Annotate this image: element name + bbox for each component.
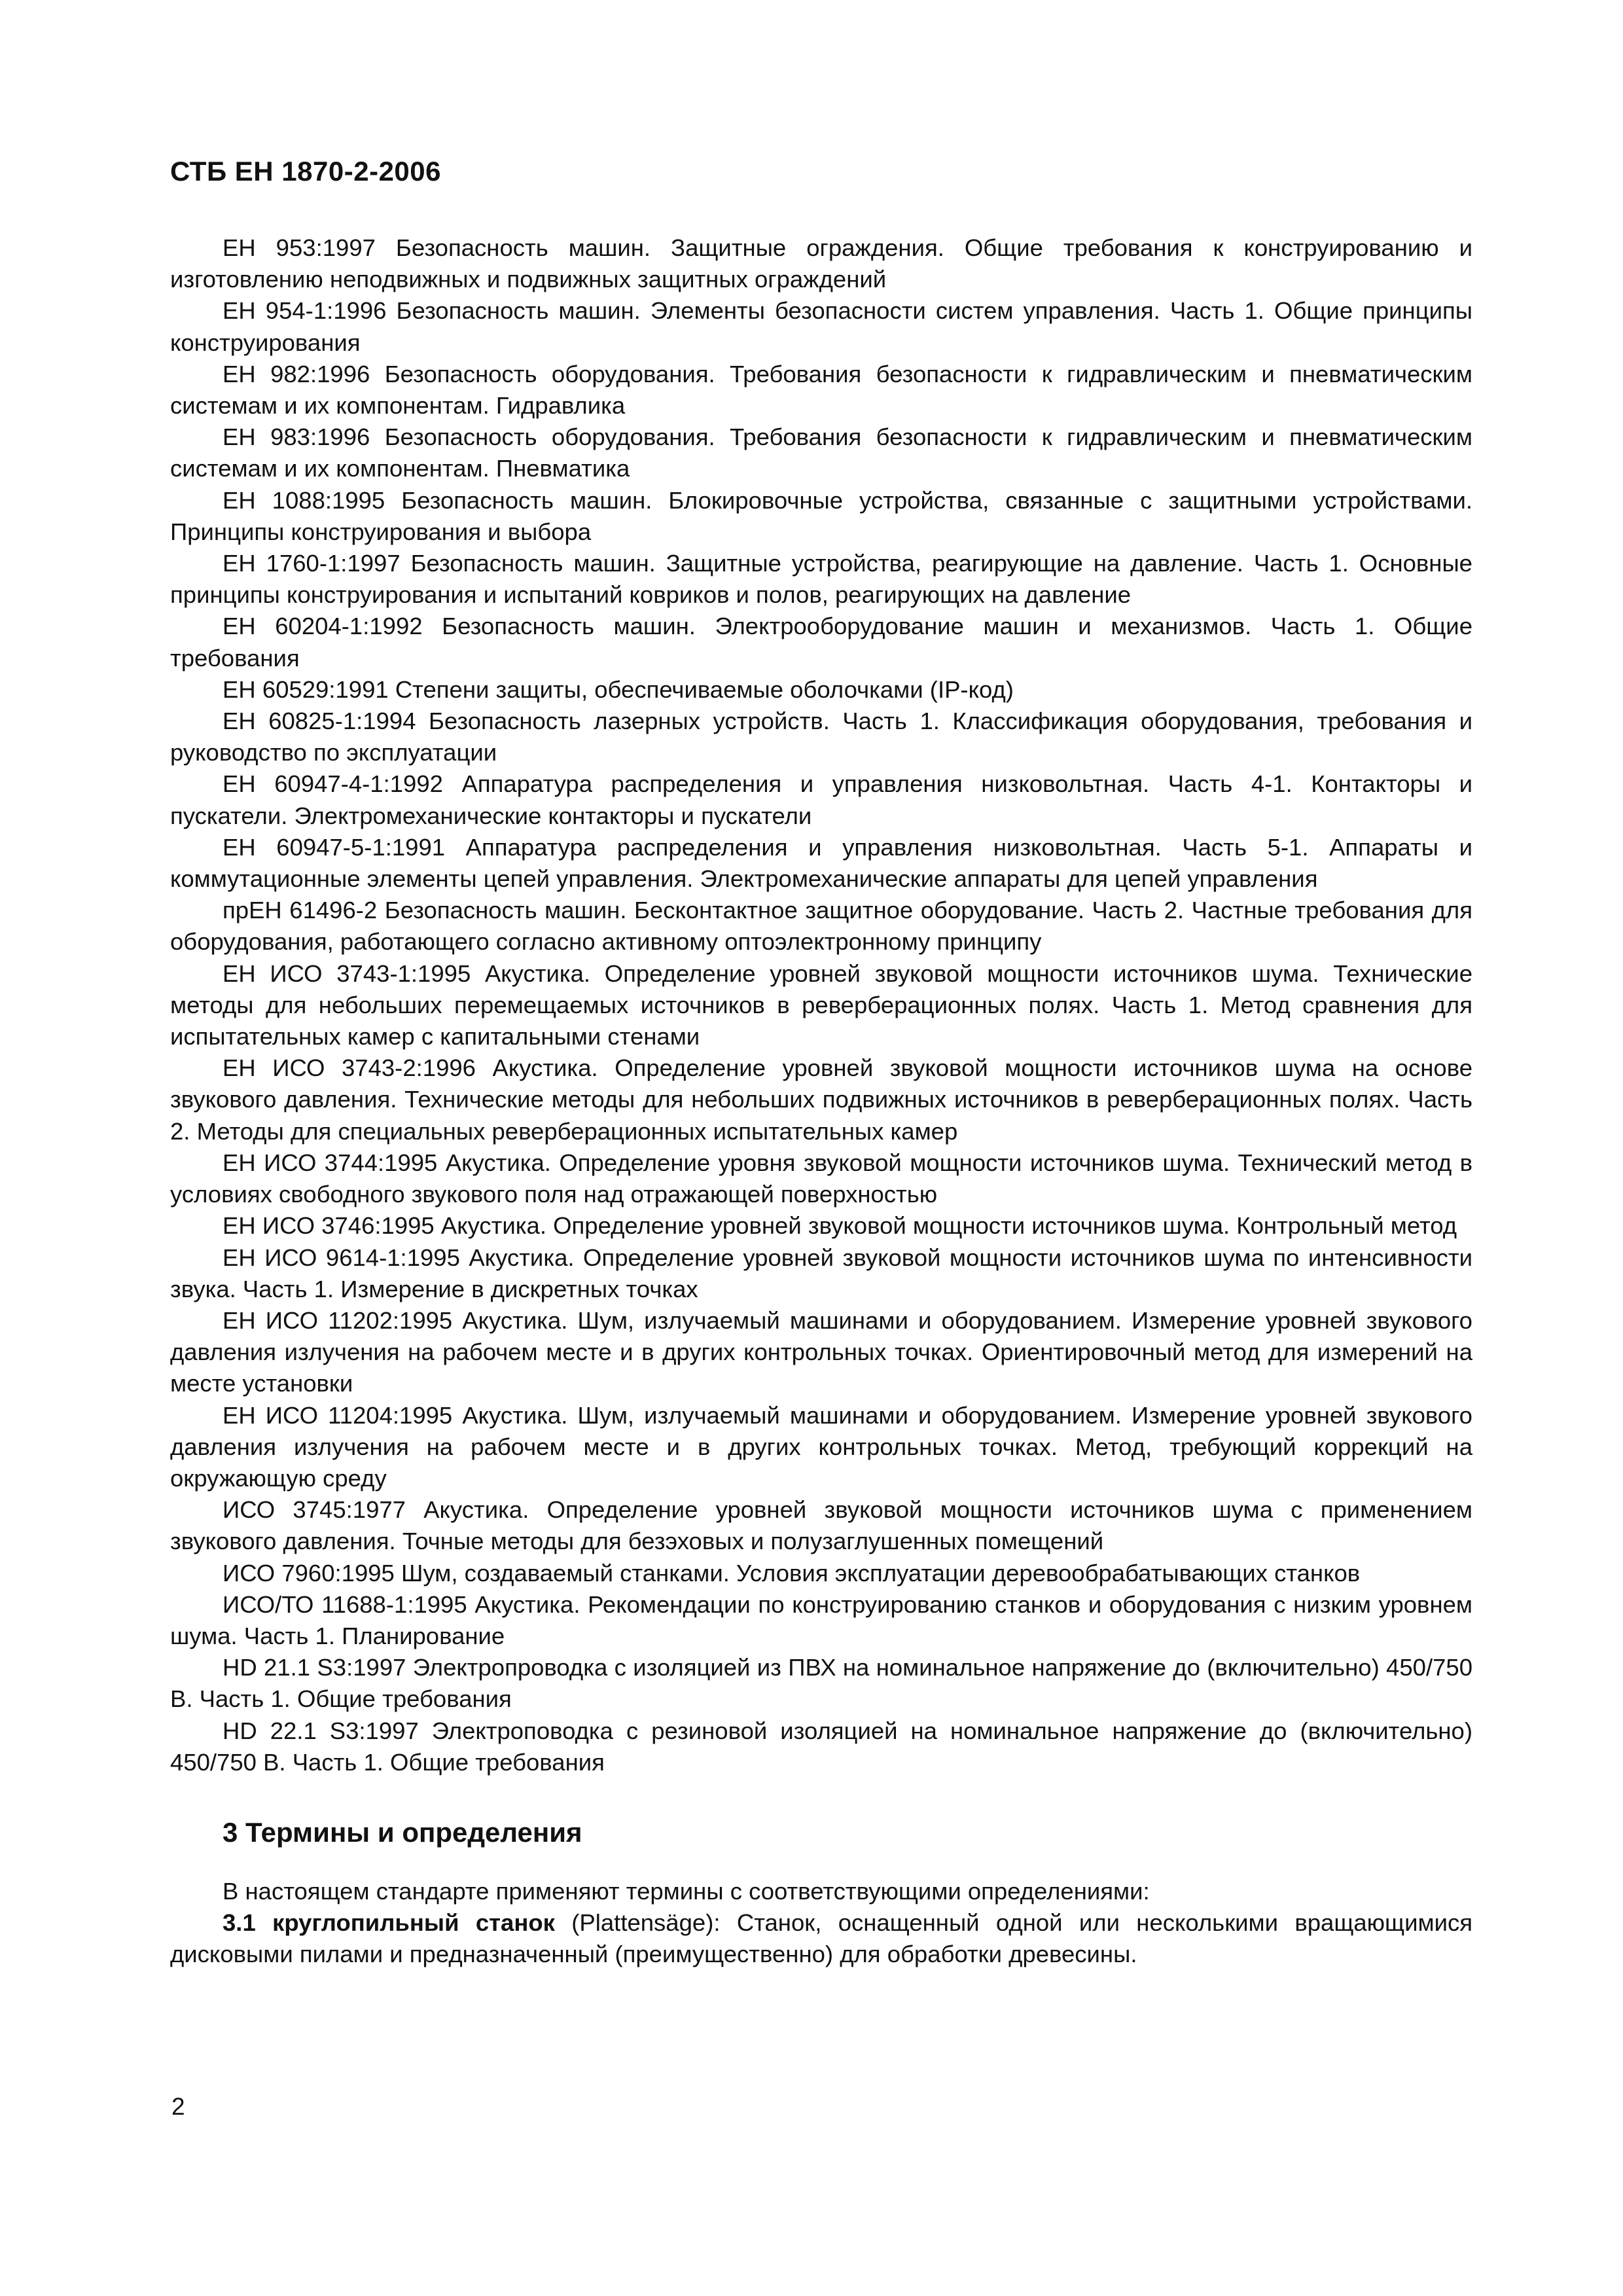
reference-item: ЕН 60947-4-1:1992 Аппаратура распределения и управления низковольтная. Часть 4-1. Контакторы и пускатели. Электромеханические контакторы и пускатели: [170, 770, 1472, 829]
reference-item: ЕН 983:1996 Безопасность оборудования. Требования безопасности к гидравлическим и пневматическим системам и их компонентам. Пневматика: [170, 423, 1472, 482]
reference-item: ЕН ИСО 3744:1995 Акустика. Определение уровня звуковой мощности источников шума. Технический метод в условиях свободного звукового поля над отражающей поверхностью: [170, 1149, 1472, 1208]
reference-item: ЕН 60204-1:1992 Безопасность машин. Электрооборудование машин и механизмов. Часть 1. Общие требования: [170, 613, 1472, 672]
reference-item: ИСО 7960:1995 Шум, создаваемый станками. Условия эксплуатации деревообрабатывающих станков: [223, 1559, 1361, 1587]
reference-item: HD 22.1 S3:1997 Электроповодка с резиновой изоляцией на номинальное напряжение до (включительно) 450/750 В. Часть 1. Общие требования: [170, 1717, 1472, 1776]
reference-item: ЕН ИСО 11204:1995 Акустика. Шум, излучаемый машинами и оборудованием. Измерение уровней звукового давления излучения на рабочем месте и в других контрольных точках. Метод, требующий коррекций на окружающую среду: [170, 1401, 1472, 1492]
reference-item: ЕН ИСО 9614-1:1995 Акустика. Определение уровней звуковой мощности источников шума по интенсивности звука. Часть 1. Измерение в дискретных точках: [170, 1244, 1472, 1302]
term-definition-text: (Plattensäge): Станок, оснащенный одной или несколькими вращающимися дисковыми пилами и предназначенный (преимущественно) для обработки древесины.: [170, 1909, 1472, 1968]
reference-item: ЕН 1088:1995 Безопасность машин. Блокировочные устройства, связанные с защитными устройствами. Принципы конструирования и выбора: [170, 486, 1472, 545]
reference-item: ЕН 60529:1991 Степени защиты, обеспечиваемые оболочками (IP-код): [223, 675, 1014, 703]
reference-item: ЕН 954-1:1996 Безопасность машин. Элементы безопасности систем управления. Часть 1. Общие принципы конструирования: [170, 297, 1472, 356]
reference-item: ЕН 1760-1:1997 Безопасность машин. Защитные устройства, реагирующие на давление. Часть 1. Основные принципы конструирования и испытаний ковриков и полов, реагирующих на давление: [170, 550, 1472, 609]
terms-section: [170, 1876, 1472, 1971]
reference-item: ЕН ИСО 3743-1:1995 Акустика. Определение уровней звуковой мощности источников шума. Технические методы для небольших перемещаемых источников в реверберационных полях. Часть 1. Метод сравнения для испытательных камер с капитальными стенами: [170, 960, 1472, 1050]
document-header: СТБ ЕН 1870-2-2006: [170, 156, 442, 187]
reference-item: ЕН 60825-1:1994 Безопасность лазерных устройств. Часть 1. Классификация оборудования, требования и руководство по эксплуатации: [170, 708, 1472, 766]
section-intro: В настоящем стандарте применяют термины с соответствующими определениями:: [223, 1878, 1150, 1905]
page-number: 2: [171, 2093, 185, 2120]
reference-item: ЕН ИСО 11202:1995 Акустика. Шум, излучаемый машинами и оборудованием. Измерение уровней звукового давления излучения на рабочем месте и в других контрольных точках. Ориентировочный метод для измерений на месте установки: [170, 1306, 1472, 1397]
reference-item: прЕН 61496-2 Безопасность машин. Бесконтактное защитное оборудование. Часть 2. Частные требования для оборудования, работающего согласно активному оптоэлектронному принципу: [170, 897, 1472, 956]
reference-item: ИСО 3745:1977 Акустика. Определение уровней звуковой мощности источников шума с применением звукового давления. Точные методы для безэховых и полузаглушенных помещений: [170, 1496, 1472, 1555]
reference-item: HD 21.1 S3:1997 Электропроводка с изоляцией из ПВХ на номинальное напряжение до (включительно) 450/750 В. Часть 1. Общие требования: [170, 1654, 1472, 1713]
section-title: 3 Термины и определения: [223, 1817, 582, 1848]
reference-item: ЕН 953:1997 Безопасность машин. Защитные ограждения. Общие требования к конструированию и изготовлению неподвижных и подвижных защитных ограждений: [170, 234, 1472, 293]
normative-references-list: [170, 232, 1472, 1778]
reference-item: ЕН 60947-5-1:1991 Аппаратура распределения и управления низковольтная. Часть 5-1. Аппараты и коммутационные элементы цепей управления. Электромеханические аппараты для цепей управления: [170, 833, 1472, 893]
term-name: 3.1 круглопильный станок: [223, 1909, 555, 1937]
reference-item: ИСО/ТО 11688-1:1995 Акустика. Рекомендации по конструированию станков и оборудования с низким уровнем шума. Часть 1. Планирование: [170, 1590, 1472, 1649]
reference-item: ЕН ИСО 3743-2:1996 Акустика. Определение уровней звуковой мощности источников шума на основе звукового давления. Технические методы для небольших подвижных источников в реверберационных полях. Часть 2. Методы для специальных реверберационных испытательных камер: [170, 1054, 1472, 1145]
reference-item: ЕН ИСО 3746:1995 Акустика. Определение уровней звуковой мощности источников шума. Контрольный метод: [223, 1212, 1457, 1240]
term-definition: [170, 1907, 1472, 1970]
reference-item: ЕН 982:1996 Безопасность оборудования. Требования безопасности к гидравлическим и пневматическим системам и их компонентам. Гидравлика: [170, 360, 1472, 420]
